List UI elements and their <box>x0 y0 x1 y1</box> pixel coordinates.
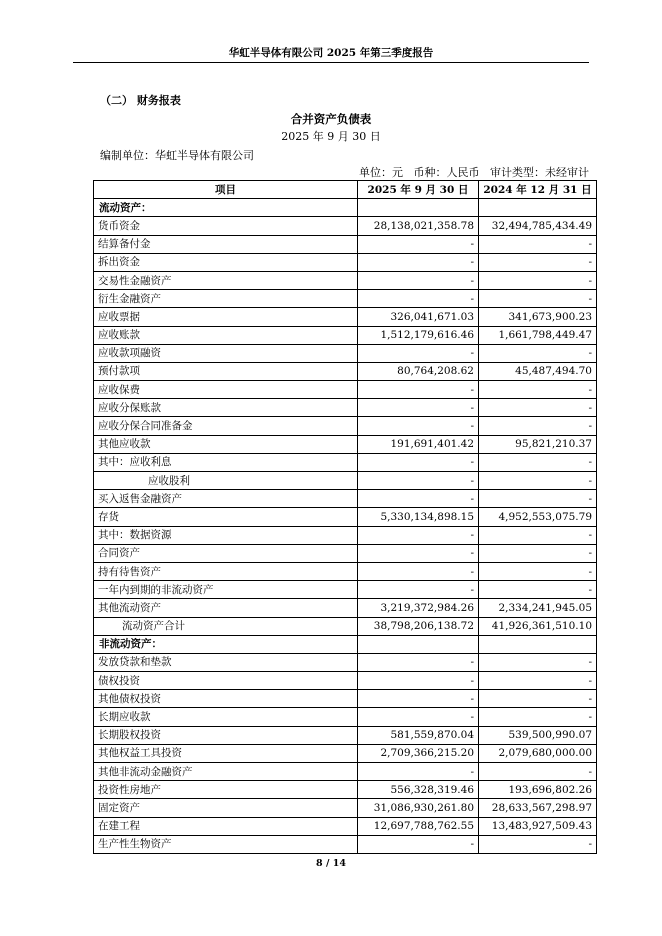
row-item-label: 一年内到期的非流动资产 <box>94 581 358 599</box>
row-prior-value: - <box>479 490 597 508</box>
row-item-label: 应收股利 <box>94 472 358 490</box>
row-current-value: - <box>358 399 479 417</box>
row-prior-value: - <box>479 344 597 362</box>
table-row <box>94 690 597 708</box>
row-current-value: - <box>358 344 479 362</box>
row-current-value: - <box>358 490 479 508</box>
table-row <box>94 217 597 235</box>
row-prior-value: - <box>479 290 597 308</box>
table-row <box>94 435 597 453</box>
compiler-unit: 编制单位：华虹半导体有限公司 <box>100 149 254 162</box>
row-prior-value: 1,661,798,449.47 <box>479 326 597 344</box>
row-item-label: 货币资金 <box>94 217 358 235</box>
row-current-value: - <box>358 253 479 271</box>
table-row <box>94 581 597 599</box>
table-row <box>94 672 597 690</box>
row-prior-value: - <box>479 253 597 271</box>
row-current-value: - <box>358 835 479 853</box>
table-row <box>94 526 597 544</box>
row-prior-value <box>479 199 597 217</box>
row-current-value: 1,512,179,616.46 <box>358 326 479 344</box>
row-current-value: 581,559,870.04 <box>358 726 479 744</box>
row-item-label: 应收账款 <box>94 326 358 344</box>
row-item-label: 长期股权投资 <box>94 726 358 744</box>
row-item-label: 衍生金融资产 <box>94 290 358 308</box>
table-row <box>94 744 597 762</box>
table-row <box>94 599 597 617</box>
row-current-value: - <box>358 763 479 781</box>
row-current-value <box>358 635 479 653</box>
row-prior-value: - <box>479 544 597 562</box>
page-header: 华虹半导体有限公司 2025 年第三季度报告 <box>228 47 434 59</box>
row-item-label: 应收款项融资 <box>94 344 358 362</box>
section-heading: （二） 财务报表 <box>100 94 181 107</box>
row-prior-value: 341,673,900.23 <box>479 308 597 326</box>
row-item-label: 合同资产 <box>94 544 358 562</box>
row-prior-value: - <box>479 472 597 490</box>
row-prior-value: 2,079,680,000.00 <box>479 744 597 762</box>
row-current-value: - <box>358 381 479 399</box>
table-row <box>94 490 597 508</box>
row-current-value: 28,138,021,358.78 <box>358 217 479 235</box>
row-item-label: 生产性生物资产 <box>94 835 358 853</box>
row-item-label: 发放贷款和垫款 <box>94 653 358 671</box>
row-item-label: 长期应收款 <box>94 708 358 726</box>
header-item: 项目 <box>94 181 358 199</box>
row-item-label: 其他非流动金融资产 <box>94 763 358 781</box>
row-item-label: 在建工程 <box>94 817 358 835</box>
row-current-value: - <box>358 708 479 726</box>
row-current-value: 80,764,208.62 <box>358 362 479 380</box>
row-prior-value: 193,696,802.26 <box>479 781 597 799</box>
row-current-value: 38,798,206,138.72 <box>358 617 479 635</box>
row-item-label: 拆出资金 <box>94 253 358 271</box>
table-header-row <box>94 181 597 199</box>
row-current-value: 191,691,401.42 <box>358 435 479 453</box>
row-prior-value: 41,926,361,510.10 <box>479 617 597 635</box>
row-item-label: 应收票据 <box>94 308 358 326</box>
row-item-label: 应收保费 <box>94 381 358 399</box>
row-item-label: 其中：应收利息 <box>94 453 358 471</box>
row-item-label: 买入返售金融资产 <box>94 490 358 508</box>
row-current-value <box>358 199 479 217</box>
table-row <box>94 799 597 817</box>
row-item-label: 预付款项 <box>94 362 358 380</box>
table-row <box>94 635 597 653</box>
table-row <box>94 381 597 399</box>
row-prior-value: 45,487,494.70 <box>479 362 597 380</box>
row-item-label: 其他流动资产 <box>94 599 358 617</box>
row-item-label: 投资性房地产 <box>94 781 358 799</box>
row-current-value: 556,328,319.46 <box>358 781 479 799</box>
row-item-label: 流动资产合计 <box>94 617 358 635</box>
row-prior-value: - <box>479 526 597 544</box>
row-current-value: - <box>358 526 479 544</box>
row-current-value: 326,041,671.03 <box>358 308 479 326</box>
row-prior-value: - <box>479 653 597 671</box>
row-item-label: 其他债权投资 <box>94 690 358 708</box>
row-current-value: - <box>358 562 479 580</box>
row-prior-value: 28,633,567,298.97 <box>479 799 597 817</box>
row-prior-value: 2,334,241,945.05 <box>479 599 597 617</box>
header-current-period: 2025 年 9 月 30 日 <box>358 181 479 199</box>
row-prior-value: - <box>479 690 597 708</box>
table-row <box>94 344 597 362</box>
row-current-value: - <box>358 235 479 253</box>
row-prior-value: - <box>479 399 597 417</box>
row-prior-value <box>479 635 597 653</box>
table-row <box>94 235 597 253</box>
table-row <box>94 763 597 781</box>
table-row <box>94 562 597 580</box>
row-current-value: - <box>358 690 479 708</box>
table-row <box>94 271 597 289</box>
header-prior-period: 2024 年 12 月 31 日 <box>479 181 597 199</box>
row-item-label: 其他应收款 <box>94 435 358 453</box>
row-prior-value: 95,821,210.37 <box>479 435 597 453</box>
row-current-value: - <box>358 271 479 289</box>
row-item-label: 流动资产： <box>94 199 358 217</box>
row-prior-value: - <box>479 581 597 599</box>
row-prior-value: 539,500,990.07 <box>479 726 597 744</box>
row-prior-value: 4,952,553,075.79 <box>479 508 597 526</box>
row-prior-value: - <box>479 453 597 471</box>
row-prior-value: 32,494,785,434.49 <box>479 217 597 235</box>
row-current-value: - <box>358 544 479 562</box>
row-current-value: 2,709,366,215.20 <box>358 744 479 762</box>
row-item-label: 结算备付金 <box>94 235 358 253</box>
row-item-label: 交易性金融资产 <box>94 271 358 289</box>
table-row <box>94 417 597 435</box>
row-current-value: - <box>358 653 479 671</box>
table-row <box>94 290 597 308</box>
page-number: 8 / 14 <box>316 858 346 869</box>
row-prior-value: - <box>479 381 597 399</box>
row-item-label: 其他权益工具投资 <box>94 744 358 762</box>
row-item-label: 存货 <box>94 508 358 526</box>
table-row <box>94 362 597 380</box>
row-item-label: 应收分保账款 <box>94 399 358 417</box>
table-row <box>94 726 597 744</box>
table-row <box>94 544 597 562</box>
row-prior-value: - <box>479 672 597 690</box>
row-item-label: 非流动资产： <box>94 635 358 653</box>
row-item-label: 债权投资 <box>94 672 358 690</box>
table-row <box>94 817 597 835</box>
row-item-label: 固定资产 <box>94 799 358 817</box>
row-item-label: 持有待售资产 <box>94 562 358 580</box>
table-row <box>94 326 597 344</box>
row-current-value: 3,219,372,984.26 <box>358 599 479 617</box>
table-row <box>94 835 597 853</box>
row-current-value: - <box>358 453 479 471</box>
report-date: 2025 年 9 月 30 日 <box>281 130 381 143</box>
table-row <box>94 253 597 271</box>
row-prior-value: - <box>479 417 597 435</box>
row-current-value: - <box>358 672 479 690</box>
row-current-value: - <box>358 581 479 599</box>
table-row <box>94 199 597 217</box>
table-row <box>94 399 597 417</box>
table-row <box>94 308 597 326</box>
row-item-label: 应收分保合同准备金 <box>94 417 358 435</box>
table-row <box>94 508 597 526</box>
table-row <box>94 617 597 635</box>
row-prior-value: - <box>479 271 597 289</box>
row-current-value: 31,086,930,261.80 <box>358 799 479 817</box>
row-prior-value: 13,483,927,509.43 <box>479 817 597 835</box>
report-title: 合并资产负债表 <box>290 112 372 126</box>
row-prior-value: - <box>479 562 597 580</box>
table-row <box>94 653 597 671</box>
row-current-value: 5,330,134,898.15 <box>358 508 479 526</box>
table-row <box>94 472 597 490</box>
row-current-value: - <box>358 290 479 308</box>
table-row <box>94 781 597 799</box>
table-row <box>94 708 597 726</box>
row-current-value: - <box>358 472 479 490</box>
row-item-label: 其中：数据资源 <box>94 526 358 544</box>
header-rule <box>73 62 589 63</box>
table-body <box>94 199 597 854</box>
row-prior-value: - <box>479 763 597 781</box>
table-row <box>94 453 597 471</box>
row-current-value: - <box>358 417 479 435</box>
row-prior-value: - <box>479 708 597 726</box>
unit-currency-audit-line: 单位：元 币种：人民币 审计类型：未经审计 <box>359 166 589 179</box>
row-current-value: 12,697,788,762.55 <box>358 817 479 835</box>
balance-sheet-table <box>93 180 597 854</box>
row-prior-value: - <box>479 835 597 853</box>
row-prior-value: - <box>479 235 597 253</box>
